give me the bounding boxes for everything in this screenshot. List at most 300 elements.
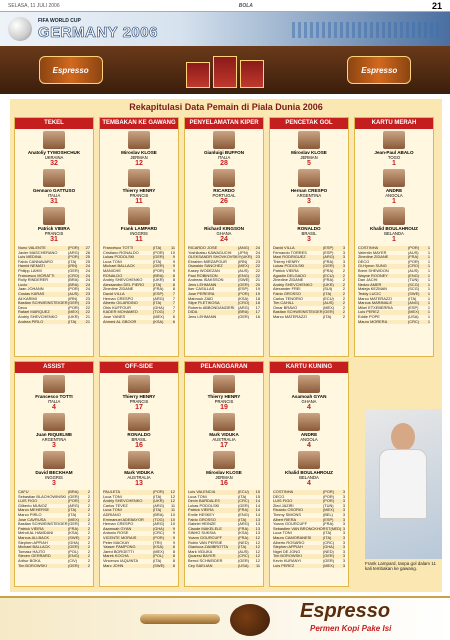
stat-value: 24	[85, 263, 90, 269]
stat-value: 12	[255, 539, 260, 545]
player-country: JERMAN	[215, 475, 233, 480]
player-name: DECO	[358, 258, 370, 264]
country-code: (CRC)	[238, 553, 250, 559]
stat-value: 14	[255, 507, 260, 513]
player-card	[103, 207, 175, 243]
stat-value: 2	[87, 521, 90, 527]
stat-value: 10	[170, 511, 175, 517]
stat-value: 3	[342, 544, 345, 550]
stat-value: 1	[427, 272, 430, 278]
country-code: (ANG)	[408, 300, 420, 306]
player-country: PRANCIS	[44, 231, 64, 236]
player-name: Paul ROBINSON	[188, 272, 218, 278]
player-card	[358, 207, 430, 243]
country-code: (POR)	[408, 245, 420, 250]
stat-value: 2	[87, 493, 90, 499]
stat-value: 7	[172, 290, 175, 296]
player-name: Jens LEHMANN	[188, 281, 217, 287]
stat-value: 3	[342, 498, 345, 504]
top-players	[270, 129, 348, 245]
country-code: (JPN)	[238, 249, 248, 255]
player-name: Stephen APPIAH	[273, 544, 303, 550]
country-code: (ARG)	[68, 502, 80, 508]
country-code: (IRN)	[68, 263, 78, 269]
country-code: (GER)	[153, 254, 165, 260]
player-thumbnail	[43, 375, 65, 393]
country-code: (UKR)	[323, 281, 334, 287]
stat-value: 8	[172, 544, 175, 550]
stat-value: 17	[255, 309, 260, 315]
player-stat: 17	[220, 442, 228, 449]
player-country: ITALIA	[217, 155, 231, 160]
player-name: Gianluca ZAMBROTTA	[188, 544, 229, 550]
player-name: Brent SHEWDON	[358, 267, 389, 273]
player-name: RICARDO JOSE	[188, 245, 218, 250]
country-code: (POR)	[68, 245, 80, 250]
player-name: Marco PIRLO	[18, 511, 42, 517]
country-code: (ECU)	[323, 295, 334, 301]
stat-value: 9	[172, 530, 175, 536]
stat-value: 23	[85, 300, 90, 306]
country-code: (ITA)	[68, 511, 77, 517]
player-name: Gilberto MUNOZ	[18, 502, 47, 508]
stat-value: 13	[255, 530, 260, 536]
country-code: (TOG)	[153, 309, 164, 315]
player-stat: 28	[220, 160, 228, 167]
stat-value: 22	[255, 263, 260, 269]
stat-value: 8	[172, 562, 175, 568]
country-code: (GER)	[323, 309, 335, 315]
country-code: (MEX)	[323, 562, 335, 568]
stat-value: 3	[342, 562, 345, 568]
player-name: Miroslav KLOSE	[291, 150, 327, 155]
country-code: (ENG)	[408, 272, 420, 278]
player-stat: 12	[135, 160, 143, 167]
country-code: (POR)	[68, 304, 80, 310]
player-name: Valentin MAYER	[358, 249, 387, 255]
player-name: Marcus MARIMALE	[358, 300, 393, 306]
player-country: UKRAINA	[44, 155, 64, 160]
country-code: (FRA)	[323, 277, 334, 283]
player-name: Jose PEREIRA	[188, 290, 215, 296]
player-thumbnail	[128, 375, 150, 393]
stat-value: 1	[427, 249, 430, 255]
country-code: (FRA)	[323, 521, 334, 527]
player-thumbnail	[298, 207, 320, 225]
stat-value: 26	[85, 249, 90, 255]
player-head	[391, 423, 415, 451]
player-card	[18, 451, 90, 487]
country-code: (MEX)	[238, 263, 250, 269]
country-code: (KSA)	[238, 295, 249, 301]
player-thumbnail	[298, 375, 320, 393]
player-name: Steven GERRARD	[18, 553, 51, 559]
player-card	[273, 131, 345, 167]
player-name: Hernan CRESPO	[103, 295, 134, 301]
country-code: (ITA)	[238, 544, 247, 550]
stat-value: 10	[170, 521, 175, 527]
player-name: Ebrahim MIRZAPOUR	[188, 258, 227, 264]
player-stat: 4	[307, 442, 311, 449]
player-name: Bastian SCHWEINSTEIGER	[18, 300, 68, 306]
player-thumbnail	[213, 131, 235, 149]
stat-value: 12	[255, 553, 260, 559]
player-name: Andriy SHEVCHENKO	[103, 498, 143, 504]
section-title: Rekapitulasi Data Pemain di Piala Dunia 2006	[129, 102, 323, 112]
player-name: Luis PEREZ	[273, 562, 295, 568]
player-name: VICENTE MORAIS	[103, 534, 137, 540]
player-card	[188, 169, 260, 205]
stat-value: 9	[172, 258, 175, 264]
stat-value: 16	[255, 313, 260, 319]
player-name: Wayne ROONEY	[358, 272, 388, 278]
country-code: (POR)	[323, 493, 335, 499]
stat-value: 3	[342, 548, 345, 554]
player-country: PORTUGAL	[212, 193, 236, 198]
player-name: Marco MATERAZZI	[273, 313, 307, 319]
stat-value: 11	[170, 507, 175, 513]
country-code: (MEX)	[408, 309, 420, 315]
player-name: Jean-Paul ABALO	[374, 150, 414, 155]
player-country: AUSTRALIA	[127, 475, 151, 480]
ad-tagline: Permen Kopi Pake Isi	[310, 624, 392, 633]
ranking-list	[185, 245, 263, 321]
player-name: Nuno VALENTE	[18, 245, 46, 250]
country-code: (POR)	[323, 498, 335, 504]
country-code: (GER)	[323, 553, 335, 559]
player-name: Hernan CRESPO	[103, 521, 134, 527]
country-code: (ESP)	[323, 249, 334, 255]
stats-panel	[10, 99, 442, 592]
country-code: (GHA)	[153, 304, 165, 310]
player-thumbnail	[213, 375, 235, 393]
player-name: Alessandro DEL PIERO	[103, 281, 145, 287]
country-code: (ITA)	[68, 318, 77, 324]
country-code: (POR)	[153, 534, 165, 540]
ranking-row	[273, 315, 345, 320]
stat-value: 3	[342, 521, 345, 527]
player-name: Alberto ROSARIO	[273, 539, 305, 545]
player-name: Quaresi BAYER	[188, 553, 216, 559]
player-name: Devin BARDALES	[188, 498, 220, 504]
stat-column	[269, 361, 349, 587]
column-title: PENCETAK GOL	[270, 118, 348, 129]
player-name: Frank LAMPARD	[120, 226, 158, 231]
stat-value: 1	[427, 277, 430, 283]
country-code: (ITA)	[408, 295, 417, 301]
ranking-row	[103, 320, 175, 325]
ranking-list	[15, 245, 93, 325]
player-card	[188, 131, 260, 167]
player-name: Zied JAZIRI	[273, 502, 294, 508]
player-name: Juan RIQUELME	[35, 432, 73, 437]
player-name: Alberto GILARDINO	[103, 300, 138, 306]
player-thumbnail	[383, 131, 405, 149]
player-card	[18, 131, 90, 167]
player-name: Luca TONI	[188, 493, 207, 499]
stat-value: 2	[342, 277, 345, 283]
country-code: (CRO)	[238, 300, 250, 306]
ranking-row	[273, 564, 345, 569]
stat-value: 9	[172, 525, 175, 531]
player-country: INGGRIS	[45, 475, 63, 480]
promo-candy: Espresso	[347, 56, 411, 84]
stat-value: 3	[342, 254, 345, 260]
player-stat: 4	[307, 480, 311, 487]
stat-value: 14	[255, 502, 260, 508]
country-code: (ITA)	[323, 530, 332, 536]
player-thumbnail	[128, 451, 150, 469]
player-card	[18, 169, 90, 205]
player-name: Agustin DELGADO	[273, 272, 307, 278]
stat-value: 3	[342, 557, 345, 563]
stat-value: 12	[255, 534, 260, 540]
ranking-row	[103, 564, 175, 569]
stat-value: 6	[172, 313, 175, 319]
player-stat: 31	[50, 198, 58, 205]
player-card	[188, 375, 260, 411]
player-name: Yoshikatsu KAWAGUCHI	[188, 249, 232, 255]
country-code: (POR)	[68, 498, 80, 504]
player-card	[103, 131, 175, 167]
player-thumbnail	[383, 169, 405, 187]
ranking-list	[100, 489, 178, 569]
bottom-advertisement	[0, 596, 450, 640]
country-code: (BRA)	[153, 272, 164, 278]
player-card	[358, 131, 430, 167]
player-name: Marco MEHERSE	[18, 507, 50, 513]
country-code: (GER)	[323, 263, 335, 269]
stat-value: 2	[87, 507, 90, 513]
player-card	[188, 451, 260, 487]
player-name: Kasey WODEZAN	[188, 267, 220, 273]
stat-value: 20	[255, 281, 260, 287]
stat-value: 24	[255, 245, 260, 250]
country-code: (TUN)	[323, 502, 334, 508]
country-code: (ITA)	[238, 516, 247, 522]
player-name: DECO	[273, 493, 285, 499]
country-code: (ITA)	[323, 290, 332, 296]
country-code: (FRA)	[153, 286, 164, 292]
stat-value: 3	[342, 263, 345, 269]
stat-value: 25	[85, 254, 90, 260]
player-name: Nigel DE JONG	[273, 548, 301, 554]
stat-value: 1	[427, 267, 430, 273]
world-cup-banner	[0, 12, 450, 46]
player-card	[18, 375, 90, 411]
stat-value: 7	[172, 300, 175, 306]
country-code: (ITA)	[153, 245, 162, 250]
player-name: Zinedine ZIDANE	[103, 286, 134, 292]
player-stat: 4	[307, 404, 311, 411]
column-title: KARTU KUNING	[270, 362, 348, 373]
stat-value: 1	[427, 290, 430, 296]
spoon-image	[140, 614, 220, 624]
player-stat: 3	[307, 198, 311, 205]
stat-value: 11	[255, 562, 260, 568]
stat-value: 17	[255, 304, 260, 310]
player-name: Kevin KURANYI	[273, 557, 302, 563]
country-code: (GER)	[68, 562, 80, 568]
player-name: Andreas ISAKSSON	[188, 277, 224, 283]
stat-value: 6	[172, 318, 175, 324]
stat-value: 22	[85, 309, 90, 315]
ranking-row	[188, 564, 260, 569]
player-name: Luca TONI	[103, 258, 122, 264]
stat-value: 2	[87, 516, 90, 522]
player-name: Javier MASCHERANO	[18, 249, 58, 255]
stat-value: 1	[427, 245, 430, 250]
country-code: (ITA)	[68, 258, 77, 264]
player-name: Michael BALLACK	[103, 263, 136, 269]
player-card	[188, 207, 260, 243]
country-code: (MEX)	[68, 309, 80, 315]
stat-value: 9	[172, 534, 175, 540]
stat-value: 3	[342, 534, 345, 540]
coffee-cup-image	[230, 604, 270, 636]
stat-value: 3	[342, 493, 345, 499]
column-title: PELANGGARAN	[185, 362, 263, 373]
stat-value: 19	[255, 286, 260, 292]
player-name: Fernando TORRES	[273, 249, 307, 255]
stat-value: 11	[170, 502, 175, 508]
player-name: Timmy SIMONS	[273, 511, 301, 517]
country-code: (UKR)	[153, 277, 164, 283]
player-name: Andriy SHEVCHENKO	[273, 281, 313, 287]
stat-value: 2	[342, 290, 345, 296]
stat-value: 1	[427, 318, 430, 324]
player-name: PAULETA	[103, 489, 121, 494]
stat-value: 21	[255, 277, 260, 283]
player-name: Hernan CRESPO	[290, 188, 328, 193]
stat-value: 2	[87, 511, 90, 517]
player-card	[18, 413, 90, 449]
stat-value: 2	[87, 544, 90, 550]
stat-value: 2	[87, 530, 90, 536]
player-stat: 3	[52, 442, 56, 449]
page-number: 21	[431, 0, 442, 11]
country-code: (AUS)	[68, 290, 79, 296]
player-name: DIDA	[188, 309, 198, 315]
player-card	[273, 169, 345, 205]
country-code: (KSA)	[238, 530, 249, 536]
promo-candy: Espresso	[39, 56, 103, 84]
player-name: LUIS FIGO	[273, 498, 293, 504]
stat-value: 15	[255, 489, 260, 494]
player-name: Emmanuel ADEBAYOR	[103, 516, 144, 522]
stat-value: 2	[87, 534, 90, 540]
player-name: Patrick VIEIRA	[38, 226, 70, 231]
country-code: (ARG)	[153, 521, 165, 527]
stat-value: 2	[87, 525, 90, 531]
country-code: (GER)	[68, 521, 80, 527]
stat-column	[184, 361, 264, 587]
player-name: Luca TONI	[103, 507, 122, 513]
player-name: Luis MEDINA	[18, 254, 42, 260]
stat-value: 3	[342, 507, 345, 513]
stat-value: 22	[85, 304, 90, 310]
player-thumbnail	[298, 131, 320, 149]
stat-value: 1	[427, 281, 430, 287]
country-code: (SWE)	[238, 277, 250, 283]
player-thumbnail	[43, 207, 65, 225]
player-photo	[365, 409, 442, 559]
player-name: Rolly RINDERER	[18, 277, 49, 283]
country-code: (SCG)	[408, 281, 420, 287]
player-thumbnail	[213, 451, 235, 469]
player-name: Carlos TENORIO	[273, 295, 303, 301]
player-name: Thierry HENRY	[207, 394, 241, 399]
player-name: Marcus ALLBACK	[18, 534, 50, 540]
country-code: (SWE)	[408, 290, 420, 296]
player-name: Mauro MORERA	[358, 318, 388, 324]
stat-value: 2	[87, 562, 90, 568]
player-card	[18, 207, 90, 243]
player-name: Jens LEHMANN	[188, 313, 217, 319]
stat-value: 2	[87, 502, 90, 508]
banner-subtitle: FIFA WORLD CUP	[38, 18, 81, 24]
stat-value: 8	[172, 553, 175, 559]
player-name: Claude MAKELELE	[188, 525, 222, 531]
country-code: (ARG)	[153, 295, 165, 301]
player-name: Richard KINGSON	[204, 226, 244, 231]
stat-value: 22	[255, 272, 260, 278]
stat-value: 24	[85, 272, 90, 278]
banner-title: GERMANY 2006	[38, 24, 158, 41]
country-code: (ENG)	[238, 511, 250, 517]
player-thumbnail	[43, 169, 65, 187]
country-code: (GHA)	[153, 525, 165, 531]
player-thumbnail	[43, 413, 65, 431]
player-country: AUSTRALIA	[212, 437, 236, 442]
country-code: (AUS)	[238, 267, 249, 273]
player-shirt	[379, 449, 427, 519]
stat-value: 3	[342, 245, 345, 250]
ranking-row	[358, 320, 430, 325]
country-code: (POR)	[153, 249, 165, 255]
country-code: (BRA)	[68, 489, 79, 494]
player-name: RICARDO	[213, 188, 235, 193]
player-card	[273, 413, 345, 449]
stat-value: 8	[172, 557, 175, 563]
player-stat: 11	[135, 236, 143, 243]
stat-value: 3	[342, 553, 345, 559]
player-card	[273, 375, 345, 411]
top-players	[185, 129, 263, 245]
country-code: (ARG)	[68, 249, 80, 255]
player-name: Andrea PIRLO	[18, 318, 44, 324]
country-code: (ITA)	[153, 300, 162, 306]
player-country: GHANA	[301, 399, 317, 404]
player-name: Ahmed AL GBOOR	[103, 318, 137, 324]
country-code: (ARG)	[323, 254, 335, 260]
country-code: (SCG)	[408, 286, 420, 292]
country-code: (MEX)	[68, 516, 80, 522]
country-code: (BRA)	[68, 277, 79, 283]
country-code: (NED)	[238, 539, 249, 545]
player-name: Mark VIDUKA	[188, 548, 213, 554]
ranking-list	[270, 245, 348, 321]
country-code: (CRO)	[68, 272, 80, 278]
player-name: Tomasz HAJTO	[18, 548, 46, 554]
country-code: (BRA)	[153, 511, 164, 517]
player-name: Carlos TEVEZ	[103, 502, 128, 508]
stat-value: 1	[427, 254, 430, 260]
country-code: (GER)	[68, 493, 80, 499]
player-name: Antonio ROSE	[103, 530, 129, 536]
stat-value: 12	[255, 557, 260, 563]
top-players	[185, 373, 263, 489]
